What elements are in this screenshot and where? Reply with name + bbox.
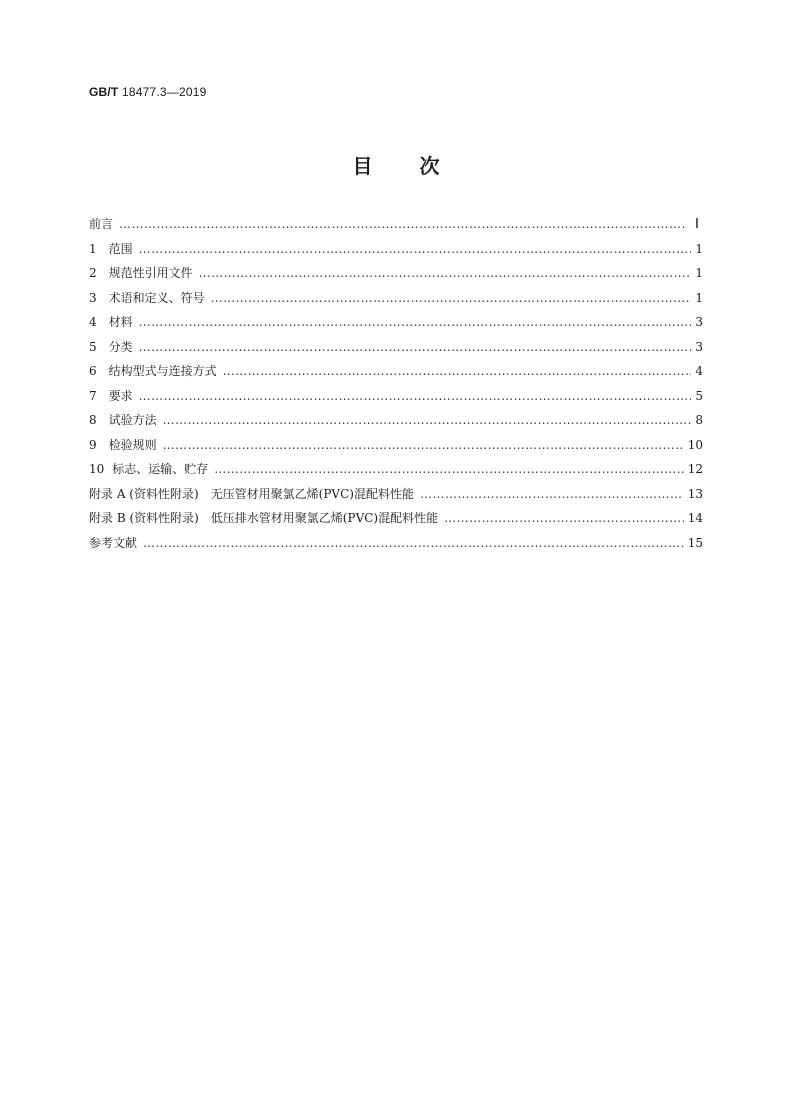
dot-leader (143, 535, 684, 552)
toc-entry-page: 3 (695, 315, 703, 329)
toc-entry-7[interactable] (89, 388, 703, 413)
toc-entry-10[interactable] (89, 461, 703, 486)
toc-entry-page: 1 (695, 241, 703, 256)
toc-entry-number: 5 (89, 339, 97, 354)
toc-entry-label: 附录 A (资料性附录) 无压管材用聚氯乙烯(PVC)混配料性能 (89, 486, 414, 501)
page-title (0, 150, 792, 179)
toc-entry-page: 1 (695, 290, 703, 305)
toc-entry-number: 9 (89, 437, 97, 452)
dot-leader (199, 265, 691, 282)
dot-leader (420, 486, 684, 503)
toc-entry-page: 8 (695, 413, 703, 427)
dot-leader (163, 437, 684, 454)
standard-number (89, 85, 207, 99)
toc-entry-label: 结构型式与连接方式 (108, 364, 217, 378)
toc-entry-page: 13 (687, 486, 703, 501)
toc-entry-page: 14 (687, 511, 703, 525)
dot-leader (139, 339, 691, 356)
toc-entry-number: 10 (89, 462, 105, 476)
toc-entry-9[interactable] (89, 437, 703, 462)
toc-entry-label: 术语和定义、符号 (108, 290, 205, 305)
toc-entry-label: 分类 (108, 339, 133, 354)
toc-entry-6[interactable] (89, 363, 703, 388)
toc-entry-3[interactable] (89, 290, 703, 315)
toc-entry-number: 8 (89, 413, 97, 427)
toc-entry-page: 12 (687, 462, 703, 476)
dot-leader (139, 388, 691, 405)
toc-entry-bibliography[interactable] (89, 535, 703, 560)
toc-entry-label: 附录 B (资料性附录) 低压排水管材用聚氯乙烯(PVC)混配料性能 (89, 511, 439, 525)
toc-entry-annex-b[interactable] (89, 510, 703, 535)
title-part-2: 次 (419, 154, 440, 178)
toc-entry-number: 6 (89, 364, 97, 378)
dot-leader (444, 510, 684, 527)
toc-entry-label: 前言 (89, 217, 114, 231)
title-part-1: 目 (352, 154, 373, 178)
toc-entry-label: 规范性引用文件 (108, 266, 193, 280)
toc-entry-2[interactable] (89, 265, 703, 290)
standard-code: 18477.3—2019 (122, 85, 207, 99)
table-of-contents (89, 216, 703, 559)
toc-entry-page: 5 (695, 388, 703, 403)
toc-entry-page: 10 (687, 437, 703, 452)
dot-leader (139, 241, 691, 258)
toc-entry-8[interactable] (89, 412, 703, 437)
toc-entry-page: 1 (695, 266, 703, 280)
dot-leader (223, 363, 691, 380)
toc-entry-page: 4 (695, 364, 703, 378)
toc-entry-label: 试验方法 (108, 413, 157, 427)
toc-entry-page: Ⅰ (694, 217, 699, 232)
toc-entry-4[interactable] (89, 314, 703, 339)
dot-leader (211, 290, 691, 307)
toc-entry-number: 3 (89, 290, 97, 305)
dot-leader (214, 461, 683, 478)
toc-entry-1[interactable] (89, 241, 703, 266)
dot-leader (139, 314, 691, 331)
toc-entry-page: 3 (695, 339, 703, 354)
toc-entry-number: 2 (89, 266, 97, 280)
toc-entry-label: 要求 (108, 388, 133, 403)
dot-leader (163, 412, 691, 429)
toc-entry-page: 15 (687, 535, 703, 550)
toc-entry-number: 4 (89, 315, 97, 329)
toc-entry-label: 标志、运输、贮存 (112, 462, 209, 476)
toc-entry-5[interactable] (89, 339, 703, 364)
toc-entry-label: 参考文献 (89, 535, 138, 550)
toc-entry-number: 7 (89, 388, 97, 403)
standard-prefix: GB/T (89, 85, 119, 99)
toc-entry-annex-a[interactable] (89, 486, 703, 511)
toc-entry-label: 材料 (108, 315, 133, 329)
toc-entry-label: 检验规则 (108, 437, 157, 452)
toc-entry-foreword[interactable] (89, 216, 703, 241)
toc-entry-number: 1 (89, 241, 97, 256)
dot-leader (119, 216, 687, 233)
toc-entry-label: 范围 (108, 241, 133, 256)
